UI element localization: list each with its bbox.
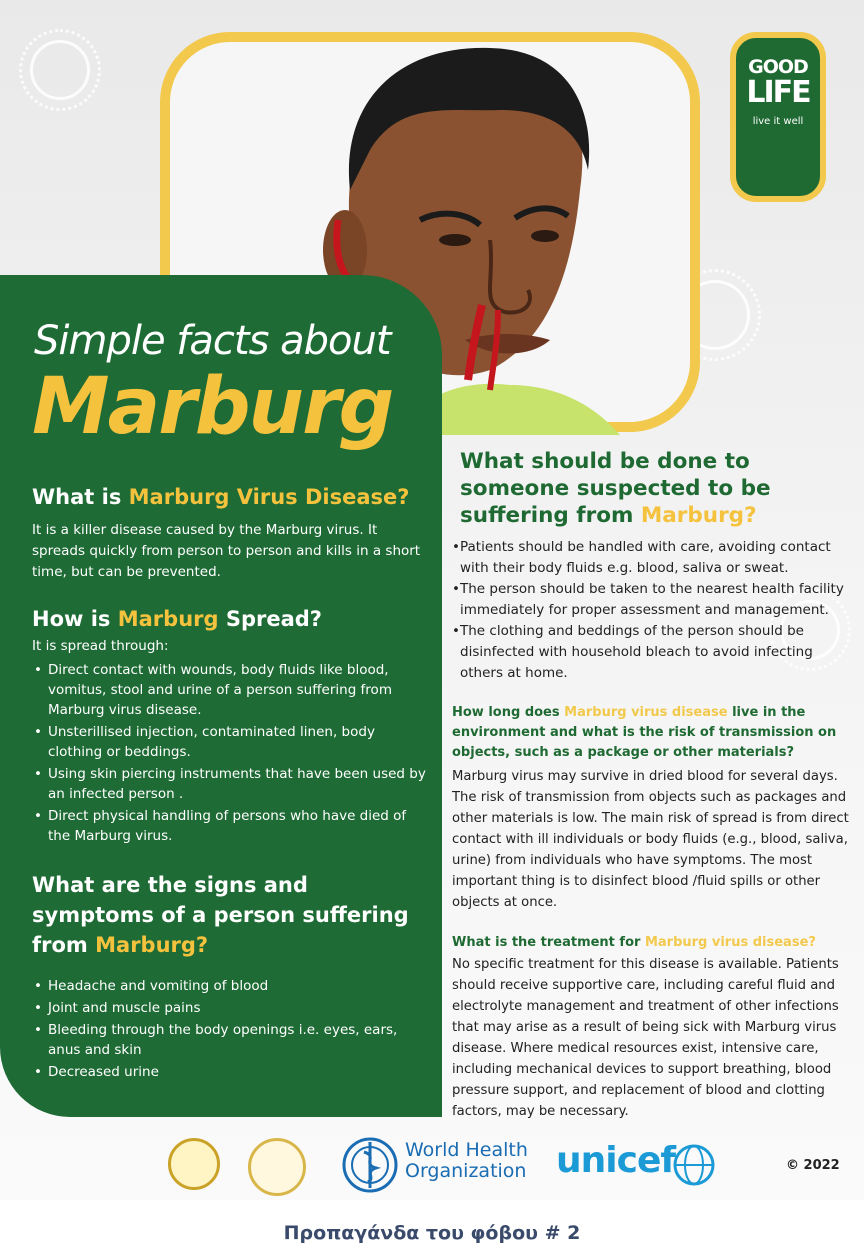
survival-answer: Marburg virus may survive in dried blood for several days. The risk of transmission from objects such as packages and other materials is low. The main risk of spread is from direct contact with ill individuals or body fluids (e.g., blood, saliva, urine) from individuals who have symptoms. The most important thing is to disinfect blood /fluid spills or other objects at once. xyxy=(452,769,849,910)
unicef-logo-text: unicef xyxy=(556,1140,676,1181)
heading-highlight: Marburg? xyxy=(95,933,209,957)
list-item: • Using skin piercing instruments that have been used by an infected person . xyxy=(32,764,432,804)
list-item: • The person should be taken to the nearest health facility immediately for proper assessment and management. xyxy=(452,579,852,621)
unicef-globe-icon xyxy=(672,1143,716,1187)
what-is-heading xyxy=(32,482,409,512)
list-item: • Direct contact with wounds, body fluids like blood, vomitus, stool and urine of a person suffering from Marburg virus disease. xyxy=(32,660,432,720)
list-item: • Joint and muscle pains xyxy=(32,998,432,1018)
heading-highlight: Marburg? xyxy=(640,503,757,528)
copyright-year: © 2022 xyxy=(786,1158,840,1173)
title-line-2: Marburg xyxy=(32,362,393,452)
logo-life-text: LIFE xyxy=(746,75,810,110)
heading-highlight: Marburg Virus Disease? xyxy=(128,485,410,509)
spread-list xyxy=(32,660,432,848)
list-item: • Headache and vomiting of blood xyxy=(32,976,432,996)
ghana-health-service-logo xyxy=(168,1138,220,1190)
ghana-coat-of-arms-logo xyxy=(248,1138,306,1196)
treatment-answer: No specific treatment for this disease is available. Patients should receive supportive care, including careful fluid and electrolyte management and treatment of other infections that may arise as a result of being sick with Marburg virus disease. Where medical resources exist, intensive care, including mechanical devices to support breathing, blood pressure support, and replacement of blood and clotting factors, may be necessary. xyxy=(452,957,839,1119)
heading-text: How is xyxy=(32,607,118,631)
treatment-question xyxy=(452,933,842,953)
symptoms-list xyxy=(32,976,432,1084)
who-logo-text xyxy=(405,1140,528,1182)
list-item: • Decreased urine xyxy=(32,1062,432,1082)
list-item: • Bleeding through the body openings i.e. eyes, ears, anus and skin xyxy=(32,1020,432,1060)
list-item: • The clothing and beddings of the person should be disinfected with household bleach to avoid infecting others at home. xyxy=(452,621,852,684)
question-highlight: Marburg virus disease? xyxy=(644,935,816,950)
who-emblem-icon xyxy=(340,1136,400,1194)
heading-highlight: Marburg xyxy=(117,607,219,631)
survival-question xyxy=(452,703,842,763)
heading-text: What is xyxy=(32,485,129,509)
who-line-1: World Health xyxy=(405,1139,528,1161)
symptoms-heading xyxy=(32,870,427,960)
spread-intro: It is spread through: xyxy=(32,638,169,654)
list-item: • Unsterillised injection, contaminated linen, body clothing or beddings. xyxy=(32,722,432,762)
virus-decoration xyxy=(30,40,90,100)
question-text: live in the environment and what is the risk of transmission on objects, such as a package or other materials? xyxy=(452,705,837,760)
question-text: What is the treatment for xyxy=(452,935,645,950)
what-is-text: It is a killer disease caused by the Marburg virus. It spreads quickly from person to person and kills in a short time, but can be prevented. xyxy=(32,522,421,580)
title-line-1: Simple facts about xyxy=(34,318,391,364)
question-text: How long does xyxy=(452,705,565,720)
who-line-2: Organization xyxy=(405,1160,527,1182)
heading-text: What are the signs and symptoms of a person suffering from xyxy=(32,873,409,957)
list-item: • Patients should be handled with care, avoiding contact with their body fluids e.g. blood, saliva or sweat. xyxy=(452,537,852,579)
good-life-logo xyxy=(730,32,826,202)
list-item: • Direct physical handling of persons who have died of the Marburg virus. xyxy=(32,806,432,846)
suspected-heading xyxy=(460,448,820,529)
image-caption: Προπαγάνδα του φόβου # 2 xyxy=(283,1222,581,1244)
question-highlight: Marburg virus disease xyxy=(564,705,728,720)
heading-text: What should be done to someone suspected to be suffering from xyxy=(460,449,771,528)
logo-tagline: live it well xyxy=(752,116,804,127)
logo-good-text: GOOD xyxy=(748,56,808,78)
spread-heading xyxy=(32,604,322,634)
heading-text: Spread? xyxy=(218,607,322,631)
suspected-list xyxy=(452,537,852,684)
